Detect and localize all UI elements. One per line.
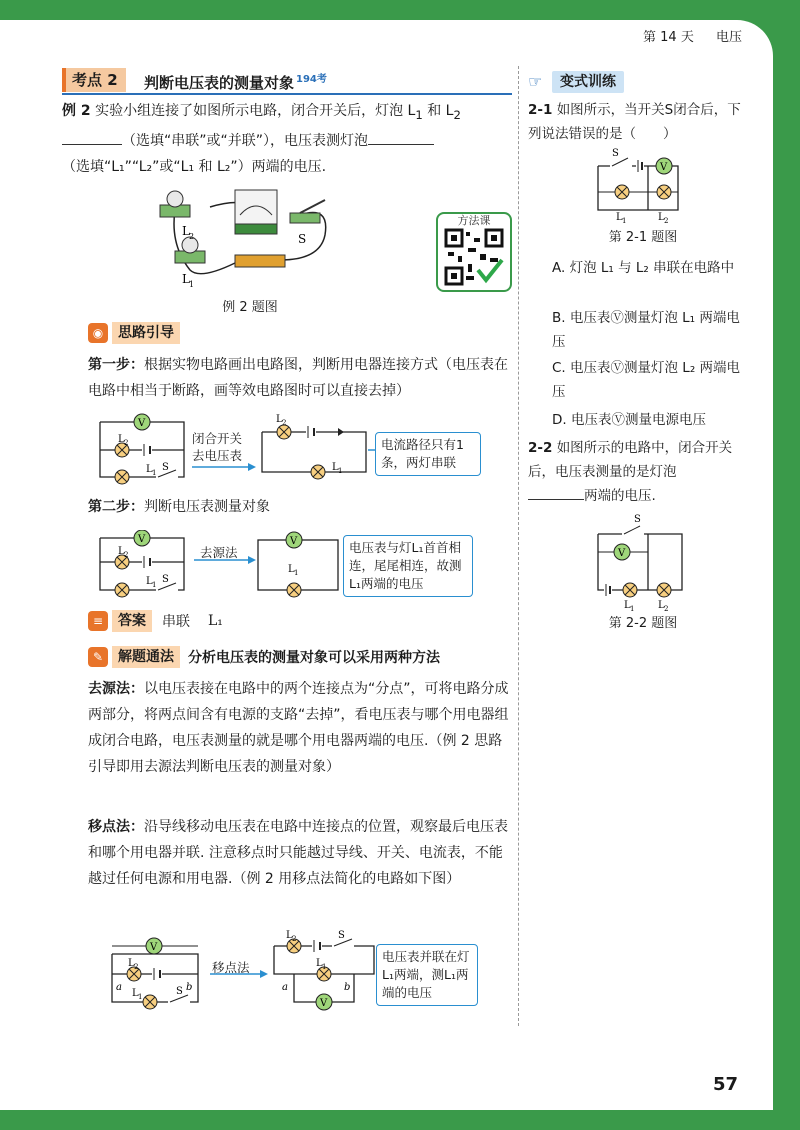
answer-icon: ≡ (88, 611, 108, 631)
guide-badge (88, 322, 180, 344)
guide-icon: ◉ (88, 323, 108, 343)
answer-blank-2[interactable] (368, 129, 434, 145)
q1-body: 如图所示，当开关S闭合后，下列说法错误的是 (528, 102, 741, 142)
svg-text:b: b (344, 982, 351, 993)
svg-text:1: 1 (152, 469, 157, 477)
q2-answer-blank[interactable] (528, 484, 584, 500)
svg-text:L: L (658, 212, 665, 223)
q1-text (528, 98, 750, 146)
step1-text (88, 352, 514, 404)
q1-paren: （ ） (622, 126, 677, 142)
note3-callout: 电压表并联在灯L₁两端，测L₁两端的电压 (376, 944, 478, 1006)
section-title-text: 判断电压表的测量对象 (144, 74, 295, 92)
method1-text (88, 676, 514, 780)
step1-body: 根据实物电路画出电路图，判断用电器连接方式（电压表在电路中相当于断路，画等效电路图时可以直接去掉） (88, 357, 508, 399)
svg-text:2: 2 (664, 217, 669, 224)
step2-diagram (98, 530, 358, 598)
svg-text:2: 2 (292, 935, 297, 943)
svg-text:a: a (116, 982, 122, 993)
svg-text:1: 1 (189, 280, 195, 289)
q2-caption: 第 2-2 题图 (608, 616, 678, 631)
answer-blank-1[interactable] (62, 129, 122, 145)
label-l2: L (182, 224, 190, 238)
step2-text (88, 494, 508, 520)
svg-text:V: V (290, 536, 298, 547)
header-day: 第 14 天 (643, 30, 694, 45)
step2-label: 第二步： (88, 499, 144, 515)
arrow2-label: 去源法 (200, 545, 238, 560)
q2-number: 2-2 (528, 440, 553, 456)
svg-text:L: L (118, 546, 125, 557)
svg-text:1: 1 (152, 581, 157, 589)
svg-text:1: 1 (294, 569, 299, 577)
method-badge-label: 解题通法 (112, 646, 180, 668)
method1-body: 以电压表接在电路中的两个连接点为“分点”，可将电路分成两部分，将两点间含有电源的支路“去掉”，看电压表与哪个用电器组成闭合电路，电压表测量的就是哪个用电器两端的电压.（例 2 思路引导即用去源法判断电压表的测量对象） (88, 681, 509, 775)
note2-callout: 电压表与灯L₁首首相连，尾尾相连，故测L₁两端的电压 (343, 535, 473, 597)
q1-option-a[interactable]: A. 灯泡 L₁ 与 L₂ 串联在电路中 (552, 260, 735, 276)
example-text: 例 2 实验小组连接了如图所示电路，闭合开关后，灯泡 $L_1$ 和 $L_2$ （选填“串联”或“并联”），电压表测灯泡 （选填“L₁”“L₂”或“L₁ 和 L₂”）两端的电压. (62, 103, 461, 175)
svg-text:L: L (286, 930, 293, 941)
method2-body: 沿导线移动电压表在电路中连接点的位置，观察最后电压表和哪个用电器并联. 注意移点时只能越过导线、开关、电流表，不能越过任何电源和用电器.（例 2 用移点法简化的电路如下图） (88, 819, 508, 887)
svg-text:L: L (624, 600, 631, 611)
svg-text:S: S (338, 930, 345, 941)
note1-callout: 电流路径只有1条，两灯串联 (375, 432, 481, 476)
header-topic: 电压 (715, 30, 742, 45)
svg-text:b: b (186, 982, 193, 993)
svg-text:L: L (276, 414, 283, 425)
practice-badge-label: 变式训练 (552, 71, 624, 93)
svg-text:L: L (316, 958, 323, 969)
method-icon: ✎ (88, 647, 108, 667)
svg-text:L: L (132, 988, 139, 999)
svg-text:V: V (660, 162, 668, 173)
svg-text:2: 2 (664, 605, 669, 612)
arrow1-label: 闭合开关 去电压表 (192, 431, 243, 463)
q2-body: 如图所示的电路中，闭合开关后，电压表测量的是灯泡 (528, 440, 733, 480)
section-title (144, 68, 327, 95)
example-line1: 实验小组连接了如图所示电路，闭合开关后，灯泡 L (95, 103, 416, 119)
qr-card[interactable] (436, 212, 512, 292)
svg-text:S: S (162, 574, 169, 585)
svg-text:L: L (146, 576, 153, 587)
svg-text:L: L (118, 434, 125, 445)
section-heading (62, 68, 512, 92)
svg-text:L: L (128, 958, 135, 969)
svg-text:1: 1 (622, 217, 627, 224)
q2-tail: 两端的电压. (584, 488, 656, 504)
answer-badge (88, 610, 223, 632)
svg-text:1: 1 (322, 963, 327, 971)
svg-text:2: 2 (282, 419, 287, 427)
svg-text:2: 2 (189, 232, 195, 241)
svg-text:1: 1 (338, 467, 343, 475)
svg-text:1: 1 (138, 993, 143, 1001)
q2-circuit (592, 512, 692, 612)
practice-badge (528, 70, 624, 94)
example-line3: （选填“L₁”“L₂”或“L₁ 和 L₂”）两端的电压. (62, 158, 327, 175)
method-badge (88, 646, 440, 668)
q1-number: 2-1 (528, 102, 553, 118)
example-line1b: 和 L (422, 103, 454, 119)
answer-text-2: L₁ (208, 613, 223, 629)
svg-text:S: S (612, 148, 619, 159)
guide-badge-label: 思路引导 (112, 322, 180, 344)
page-header (643, 26, 742, 45)
pointing-hand-icon: ☞ (528, 72, 543, 91)
svg-text:V: V (150, 942, 158, 953)
svg-text:S: S (162, 462, 169, 473)
svg-text:L: L (146, 464, 153, 475)
svg-text:L: L (616, 212, 623, 223)
svg-text:2: 2 (124, 439, 129, 447)
qr-label: 方法课 (457, 214, 491, 227)
svg-text:S: S (176, 986, 183, 997)
page-number: 57 (712, 1074, 738, 1095)
method-title: 分析电压表的测量对象可以采用两种方法 (188, 650, 440, 666)
example-label: 例 2 (62, 103, 91, 119)
section-ref: 194考 (296, 74, 327, 85)
svg-text:2: 2 (124, 551, 129, 559)
physical-circuit-figure (150, 185, 350, 295)
svg-text:S: S (634, 514, 641, 525)
svg-text:2: 2 (134, 963, 139, 971)
q2-text (528, 436, 750, 508)
qr-code-icon (444, 228, 504, 286)
method2-text (88, 814, 514, 892)
svg-text:a: a (282, 982, 288, 993)
column-divider (518, 66, 519, 1026)
section-underline (62, 93, 512, 95)
q1-option-d[interactable]: D. 电压表Ⓥ测量电源电压 (552, 412, 706, 428)
step2-body: 判断电压表测量对象 (144, 499, 270, 515)
label-l1: L (182, 272, 190, 286)
svg-text:V: V (138, 418, 146, 429)
svg-text:L: L (658, 600, 665, 611)
q1-option-c[interactable]: C. 电压表Ⓥ测量灯泡 L₂ 两端电压 (552, 360, 741, 400)
section-tag: 考点 2 (62, 68, 126, 92)
answer-text-1: 串联 (162, 614, 190, 630)
example-line2: （选填“串联”或“并联”），电压表测灯泡 (122, 132, 369, 149)
method1-label: 去源法： (88, 681, 144, 697)
step1-label: 第一步： (88, 357, 144, 373)
arrow3-label: 移点法 (212, 960, 250, 975)
svg-text:V: V (138, 534, 146, 545)
svg-text:V: V (618, 548, 626, 559)
svg-text:L: L (288, 564, 295, 575)
q1-circuit (592, 148, 692, 224)
answer-badge-label: 答案 (112, 610, 152, 632)
q1-caption: 第 2-1 题图 (608, 230, 678, 245)
svg-text:1: 1 (630, 605, 635, 612)
method2-label: 移点法： (88, 819, 144, 835)
label-s: S (298, 232, 307, 246)
example-caption: 例 2 题图 (222, 300, 278, 315)
svg-text:L: L (332, 462, 339, 473)
q1-option-b[interactable]: B. 电压表Ⓥ测量灯泡 L₁ 两端电压 (552, 310, 740, 350)
svg-text:V: V (320, 998, 328, 1009)
